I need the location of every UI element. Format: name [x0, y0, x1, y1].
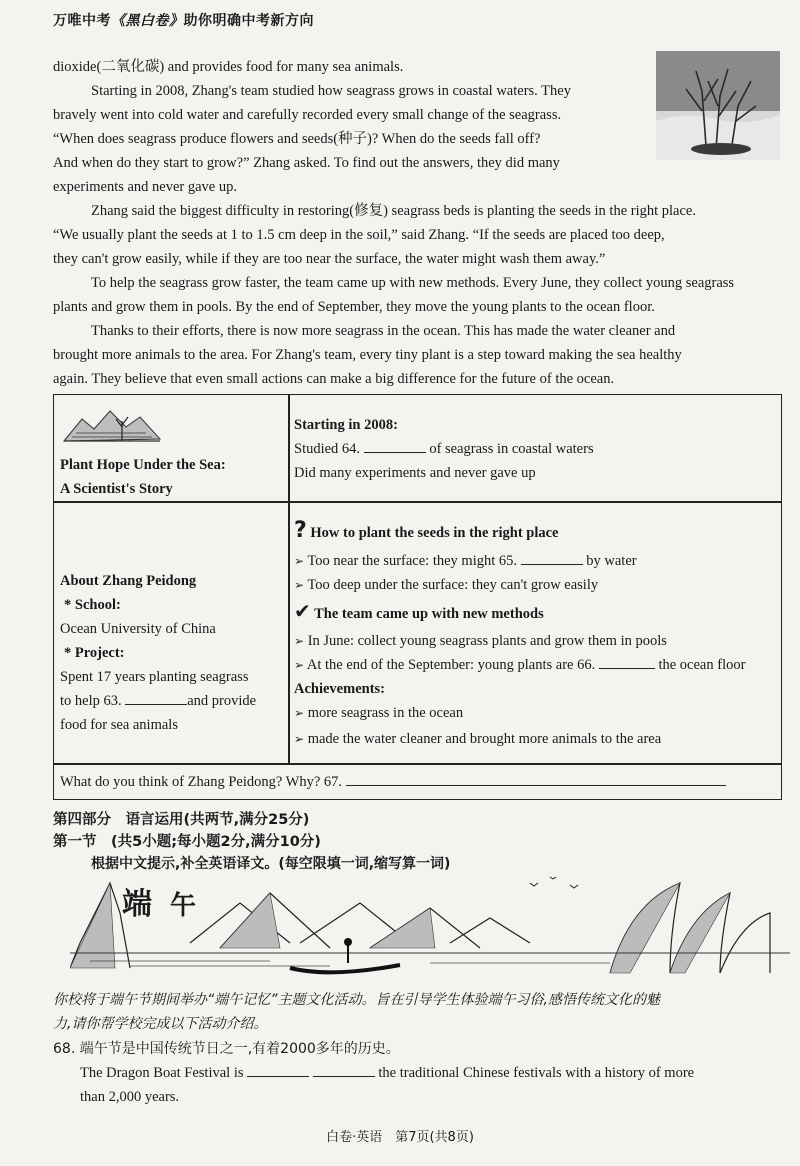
p1-line1: Starting in 2008, Zhang's team studied how seagrass grows in coastal waters. They	[91, 83, 571, 99]
part4-heading: 第四部分 语言运用(共两节,满分25分)	[53, 812, 310, 828]
header-suffix: 助你明确中考新方向	[183, 13, 314, 29]
table-title-line2: A Scientist's Story	[60, 481, 173, 497]
intro-line1: 你校将于端午节期间举办“端午记忆”主题文化活动。旨在引导学生体验端午习俗,感悟传统文化的魅	[53, 992, 660, 1008]
p4-line1: Thanks to their efforts, there is now more seagrass in the ocean. This has made the water cleaner and	[91, 323, 676, 339]
p2-line3: they can't grow easily, while if they are too near the surface, the water might wash them away.”	[53, 251, 606, 267]
arrow-bullet-icon: ➢	[294, 658, 305, 672]
answer-blank-67[interactable]	[346, 771, 726, 786]
table-divider	[288, 501, 290, 763]
p2-line2: “We usually plant the seeds at 1 to 1.5 cm deep in the soil,” said Zhang. “If the seeds are placed too deep,	[53, 227, 665, 243]
p1-line3: “When does seagrass produce flowers and seeds(种子)? When do the seeds fall off?	[53, 131, 541, 147]
methods-heading: ✔ The team came up with new methods	[294, 599, 544, 623]
table-divider	[54, 501, 781, 503]
answer-blank-68b[interactable]	[313, 1062, 375, 1077]
methods-line1: ➢ In June: collect young seagrass plants and grow them in pools	[294, 633, 667, 649]
p2-line1: Zhang said the biggest difficulty in restoring(修复) seagrass beds is planting the seeds in the right place.	[91, 203, 696, 219]
p1-line5: experiments and never gave up.	[53, 179, 237, 195]
school-label: * School:	[64, 597, 121, 613]
q68-english-line2: than 2,000 years.	[80, 1089, 180, 1105]
answer-blank-64[interactable]	[364, 438, 426, 453]
arrow-bullet-icon: ➢	[294, 634, 305, 648]
answer-blank-68a[interactable]	[247, 1062, 309, 1077]
project-line2: to help 63. and provide	[60, 689, 256, 713]
arrow-bullet-icon: ➢	[294, 706, 305, 720]
achievements-line2: ➢ made the water cleaner and brought more animals to the area	[294, 731, 662, 747]
methods-line2: ➢ At the end of the September: young plants are 66. the ocean floor	[294, 653, 745, 677]
arrow-bullet-icon: ➢	[294, 578, 305, 592]
dragon-boat-banner	[70, 873, 790, 983]
table-divider	[288, 395, 290, 501]
arrow-bullet-icon: ➢	[294, 554, 305, 568]
p1-line4: And when do they start to grow?” Zhang asked. To find out the answers, they did many	[53, 155, 560, 171]
how-line1: ➢ Too near the surface: they might 65. by water	[294, 549, 637, 573]
seagrass-photo	[656, 51, 780, 160]
starting-line2: Did many experiments and never gave up	[294, 465, 536, 481]
header-prefix: 万唯中考	[53, 13, 111, 29]
intro-line2: 力,请你帮学校完成以下活动介绍。	[53, 1016, 268, 1032]
landscape-sketch-icon	[62, 401, 162, 445]
q68-chinese: 68. 端午节是中国传统节日之一,有着2000多年的历史。	[53, 1041, 400, 1057]
answer-blank-63[interactable]	[125, 690, 187, 705]
question-67: What do you think of Zhang Peidong? Why? 67.	[60, 770, 726, 794]
p4-line2: brought more animals to the area. For Zhang's team, every tiny plant is a step toward making the sea healthy	[53, 347, 682, 363]
answer-blank-66[interactable]	[599, 654, 655, 669]
p3-line1: To help the seagrass grow faster, the team came up with new methods. Every June, they collect young seagrass	[91, 275, 735, 291]
instruction: 根据中文提示,补全英语译文。(每空限填一词,缩写算一词)	[91, 856, 451, 872]
checkmark-icon: ✔	[294, 599, 311, 623]
table-title-line1: Plant Hope Under the Sea:	[60, 457, 226, 473]
table-divider	[54, 763, 781, 765]
banner-char-wu: 午	[170, 891, 197, 921]
how-heading: ? How to plant the seeds in the right place	[294, 518, 559, 543]
arrow-bullet-icon: ➢	[294, 732, 305, 746]
page-header	[53, 10, 314, 30]
project-line3: food for sea animals	[60, 717, 178, 733]
summary-table	[53, 394, 782, 800]
starting-heading: Starting in 2008:	[294, 417, 398, 433]
achievements-line1: ➢ more seagrass in the ocean	[294, 705, 464, 721]
header-brand: 《黑白卷》	[111, 13, 184, 29]
project-line1: Spent 17 years planting seagrass	[60, 669, 249, 685]
banner-char-duan: 端	[122, 887, 152, 922]
starting-line1: Studied 64. of seagrass in coastal waters	[294, 437, 594, 461]
page-footer: 白卷·英语 第7页(共8页)	[326, 1130, 474, 1145]
how-line2: ➢ Too deep under the surface: they can't grow easily	[294, 577, 599, 593]
project-label: * Project:	[64, 645, 125, 661]
about-heading: About Zhang Peidong	[60, 573, 197, 589]
p1-line2: bravely went into cold water and carefully recorded every small change of the seagrass.	[53, 107, 562, 123]
school-value: Ocean University of China	[60, 621, 216, 637]
answer-blank-65[interactable]	[521, 550, 583, 565]
question-mark-icon: ?	[294, 518, 307, 543]
p4-line3: again. They believe that even small actions can make a big difference for the future of the ocean.	[53, 371, 615, 387]
achievements-heading: Achievements:	[294, 681, 386, 697]
q68-english-line1: The Dragon Boat Festival is the traditional Chinese festivals with a history of more	[80, 1061, 694, 1085]
section1-heading: 第一节 (共5小题;每小题2分,满分10分)	[53, 834, 321, 850]
passage-line0: dioxide(二氧化碳) and provides food for many sea animals.	[53, 59, 404, 75]
p3-line2: plants and grow them in pools. By the end of September, they move the young plants to the ocean floor.	[53, 299, 655, 315]
